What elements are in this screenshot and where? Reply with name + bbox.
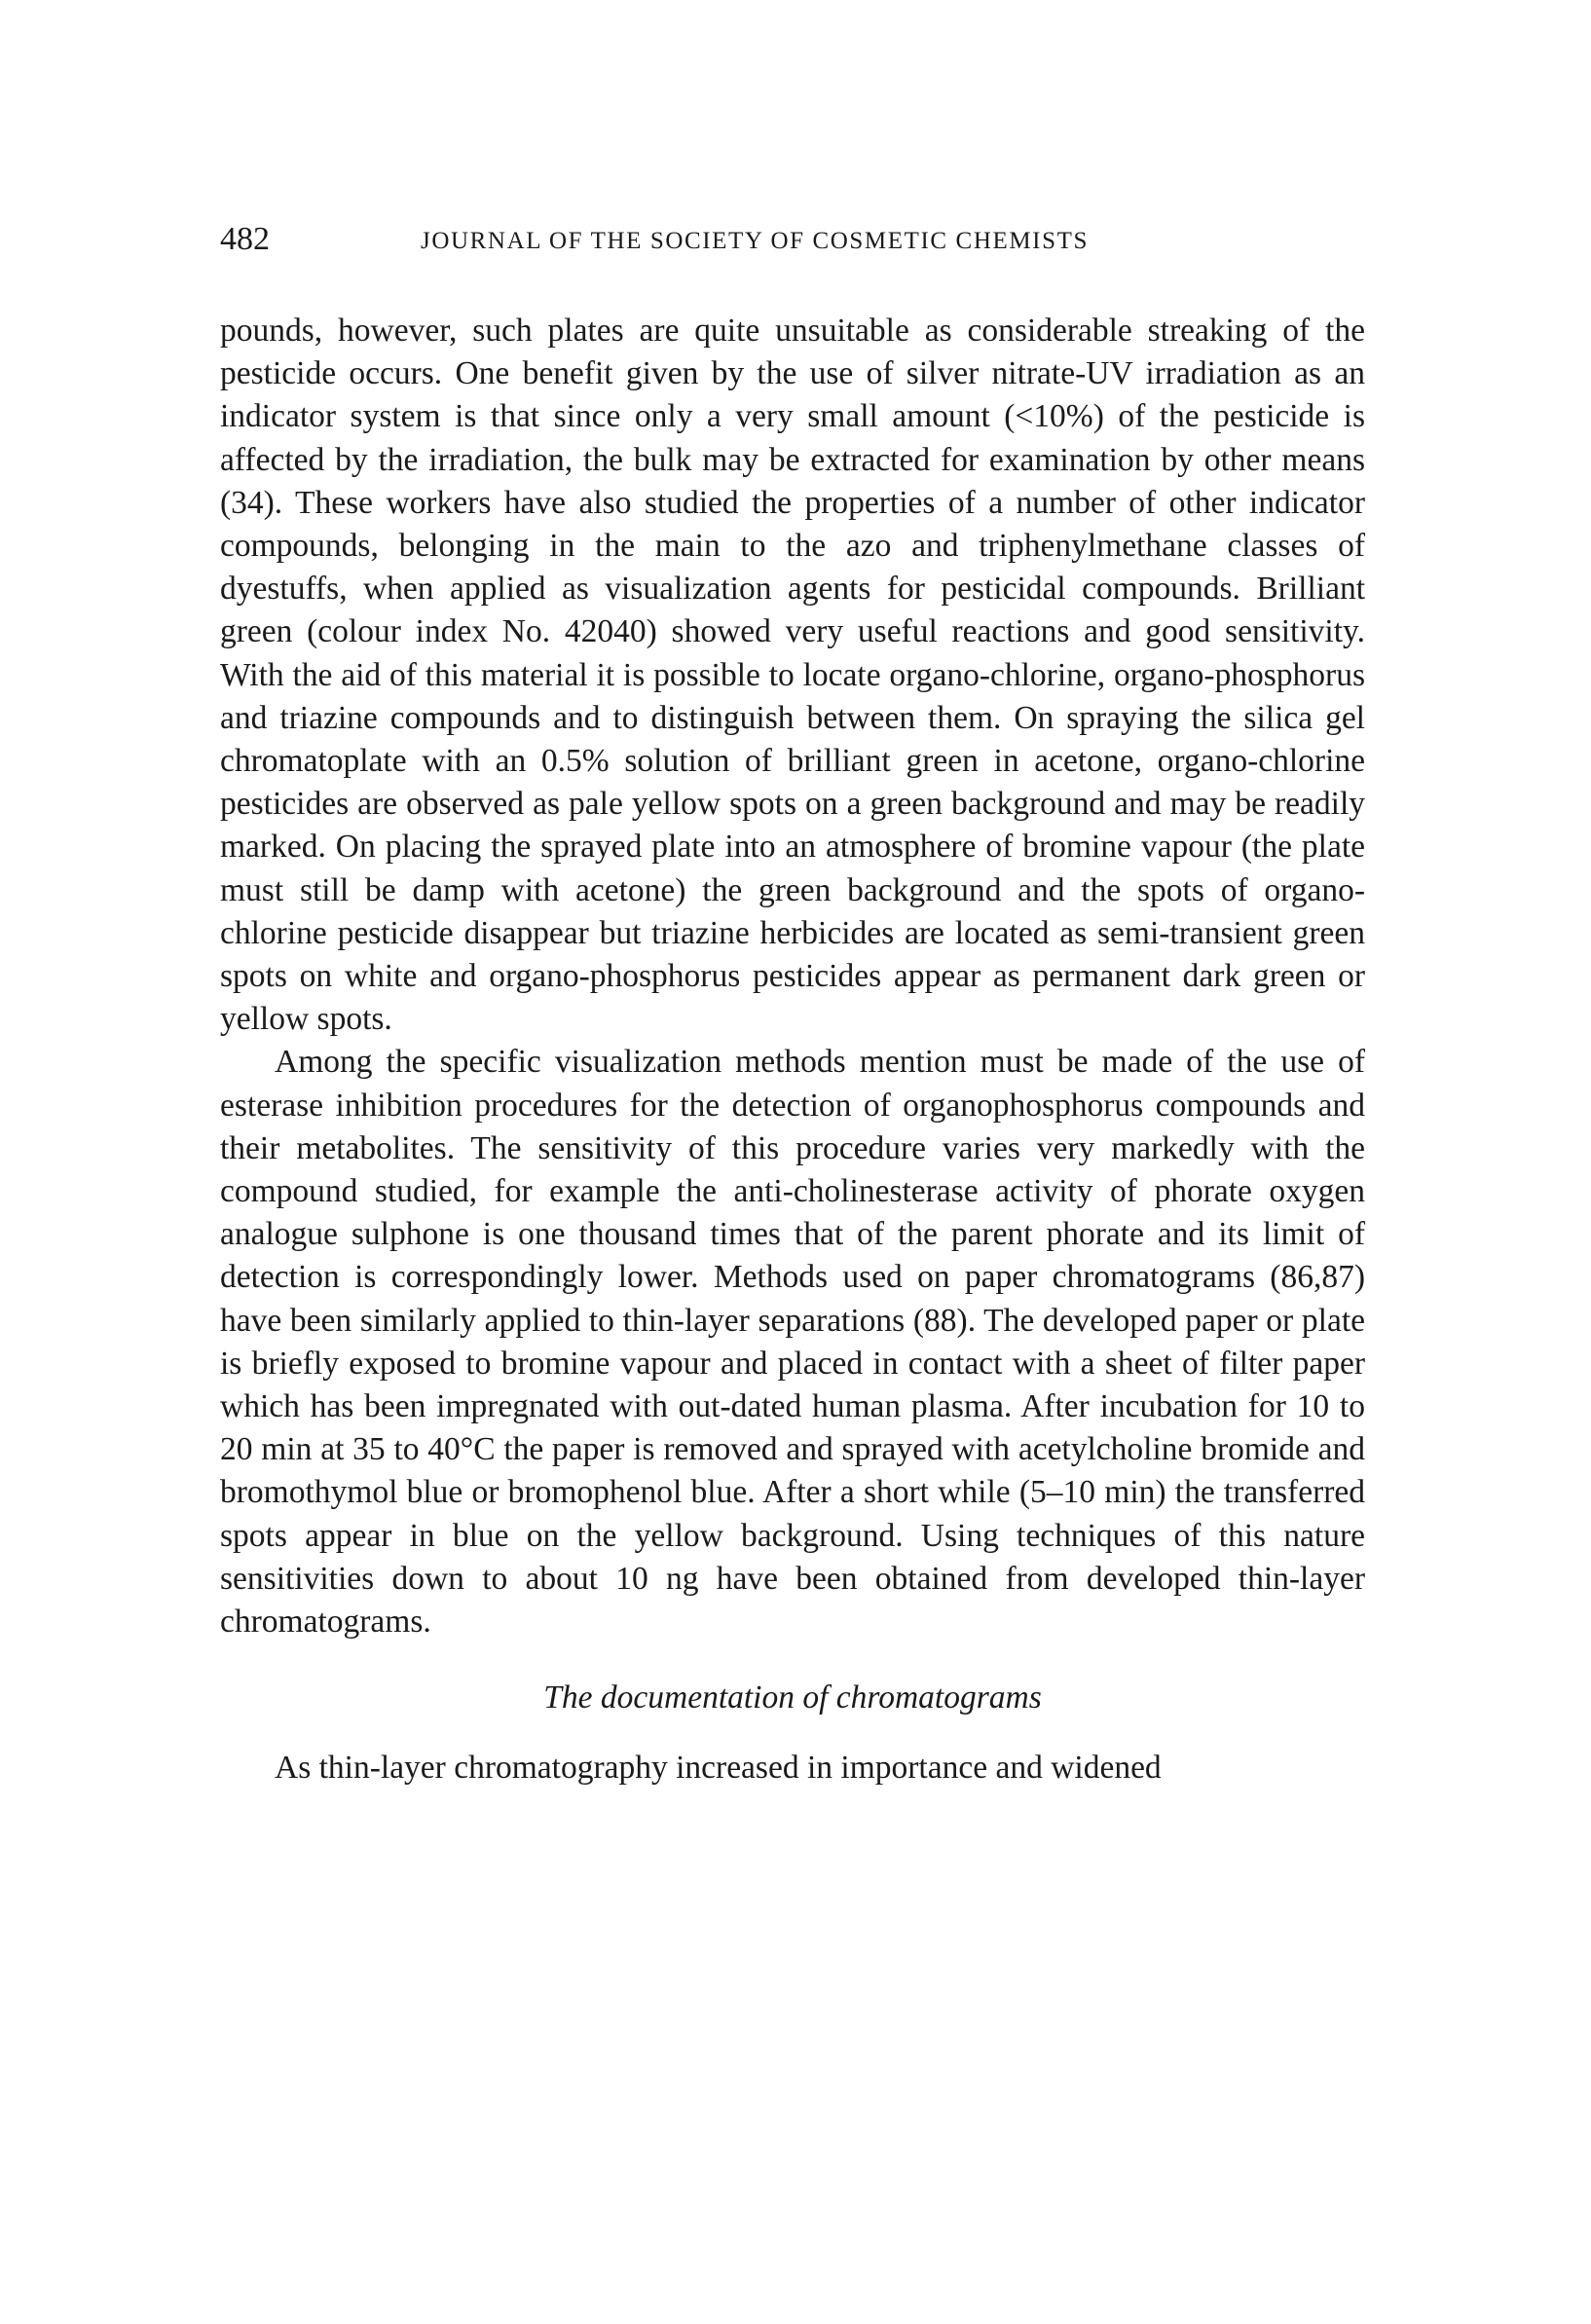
section-heading: The documentation of chromatograms — [543, 1679, 1042, 1716]
paragraph-esterase-inhibition: Among the specific visualization methods mention must be made of the use of esterase inhibition procedures for the detection of organophosphorus compounds and their metabolites. The sensitivity of this procedure varies very markedly with the compound studied, for example the anti-cholinesterase activity of phorate oxygen analogue sulphone is one thousand times that of the parent phorate and its limit of detection is correspondingly lower. Methods used on paper chromatograms (86,87) have been similarly applied to thin-layer separations (88). The developed paper or plate is briefly exposed to bromine vapour and placed in contact with a sheet of filter paper which has been impregnated with out-dated human plasma. After incubation for 10 to 20 min at 35 to 40°C the paper is removed and sprayed with acetylcholine bromide and bromothymol blue or bromophenol blue. After a short while (5–10 min) the transferred spots appear in blue on the yellow background. Using techniques of this nature sensitivities down to about 10 ng have been obtained from developed thin-layer chromatograms. — [220, 1044, 1365, 1641]
article-body — [220, 310, 1365, 1790]
paragraph-continued: pounds, however, such plates are quite unsuitable as considerable streaking of the pesticide occurs. One benefit given by the use of silver nitrate-UV irradiation as an indicator system is that since only a very small amount (<10%) of the pesticide is affected by the irradiation, the bulk may be extracted for examination by other means (34). These workers have also studied the properties of a number of other indicator compounds, belonging in the main to the azo and triphenylmethane classes of dyestuffs, when applied as visualization agents for pesticidal compounds. Brilliant green (colour index No. 42040) showed very useful reactions and good sensitivity. With the aid of this material it is possible to locate organo-chlorine, organo-phosphorus and triazine compounds and to distinguish between them. On spraying the silica gel chromatoplate with an 0.5% solution of brilliant green in acetone, organo-chlorine pesticides are observed as pale yellow spots on a green background and may be readily marked. On placing the sprayed plate into an atmosphere of bromine vapour (the plate must still be damp with acetone) the green background and the spots of organo-chlorine pesticide disappear but triazine herbicides are located as semi-transient green spots on white and organo-phosphorus pesticides appear as permanent dark green or yellow spots. — [220, 313, 1365, 1038]
running-head — [220, 218, 1365, 261]
paragraph-section-start: As thin-layer chromatography increased in importance and widened — [275, 1750, 1162, 1787]
journal-title: JOURNAL OF THE SOCIETY OF COSMETIC CHEMISTS — [421, 228, 1089, 254]
page-number: 482 — [220, 221, 270, 257]
